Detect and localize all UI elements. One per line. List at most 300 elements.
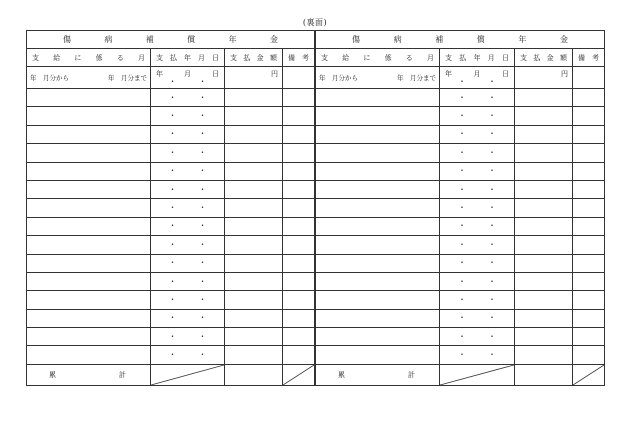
note-cell[interactable] [283, 291, 315, 309]
amount-cell[interactable] [515, 309, 573, 327]
title-char: 補 [435, 35, 444, 44]
payment-date-cell[interactable] [440, 107, 515, 125]
period-cell[interactable] [27, 309, 151, 327]
date-dot: ・ [488, 129, 496, 139]
date-dot: ・ [488, 147, 496, 157]
date-label: 日 [502, 70, 509, 78]
date-dot: ・ [458, 129, 466, 139]
header-note [283, 49, 315, 67]
amount-cell[interactable] [515, 236, 573, 254]
note-cell[interactable] [573, 328, 605, 346]
header-amount [225, 49, 283, 67]
period-cell[interactable] [27, 199, 151, 217]
period-cell[interactable] [27, 217, 151, 235]
amount-cell[interactable] [225, 346, 283, 364]
header-date-text [151, 53, 224, 63]
period-cell[interactable] [27, 107, 151, 125]
header-month-text-char: 係 [384, 53, 392, 62]
date-dot: ・ [488, 77, 496, 86]
payment-date-cell[interactable] [151, 254, 225, 272]
payment-date-cell[interactable] [151, 328, 225, 346]
period-cell[interactable] [316, 67, 440, 89]
date-dot: ・ [198, 92, 207, 102]
payment-date-cell[interactable] [440, 180, 515, 198]
period-cell[interactable] [27, 254, 151, 272]
date-dot: ・ [488, 239, 496, 249]
note-cell[interactable] [283, 67, 315, 89]
header-month-text-char: に [74, 53, 82, 62]
note-cell[interactable] [283, 125, 315, 143]
date-dot: ・ [168, 147, 177, 157]
table-row [27, 346, 315, 364]
note-cell[interactable] [283, 199, 315, 217]
date-dot: ・ [198, 184, 207, 194]
amount-cell[interactable] [515, 67, 573, 89]
header-note-text [573, 53, 604, 63]
payment-date-cell[interactable] [440, 291, 515, 309]
date-dot: ・ [488, 166, 496, 176]
date-dot: ・ [458, 203, 466, 213]
note-cell[interactable] [573, 309, 605, 327]
amount-cell[interactable] [515, 346, 573, 364]
date-dot: ・ [168, 221, 177, 231]
date-dot: ・ [488, 184, 496, 194]
table-row [27, 67, 315, 89]
payment-date-cell[interactable] [151, 346, 225, 364]
table-row [316, 144, 605, 162]
period-cell[interactable] [27, 162, 151, 180]
amount-cell[interactable] [225, 67, 283, 89]
payment-date-cell[interactable] [151, 162, 225, 180]
date-dot: ・ [488, 111, 496, 121]
date-dot: ・ [168, 350, 177, 360]
header-month-text-char: 支 [32, 53, 39, 62]
header-date [440, 49, 515, 67]
period-to: 年 月分まで [397, 74, 436, 82]
table-row [316, 291, 605, 309]
date-dot: ・ [458, 166, 466, 176]
date-dot: ・ [458, 147, 466, 157]
amount-cell[interactable] [515, 328, 573, 346]
payment-date-cell[interactable] [151, 291, 225, 309]
title-char: 償 [476, 35, 485, 44]
amount-cell[interactable] [225, 125, 283, 143]
table-row [27, 309, 315, 327]
header-month-text [27, 53, 150, 63]
table-row [27, 125, 315, 143]
total-label-cell [27, 364, 151, 385]
table-row [316, 346, 605, 364]
note-cell[interactable] [573, 346, 605, 364]
note-cell[interactable] [573, 162, 605, 180]
note-cell[interactable] [283, 328, 315, 346]
title-char: 償 [187, 35, 196, 44]
table-row [316, 107, 605, 125]
header-date-text-char: 日 [212, 53, 219, 62]
page-caption: (裏面) [302, 18, 328, 27]
amount-cell[interactable] [515, 254, 573, 272]
period-cell[interactable] [27, 125, 151, 143]
header-date-text-char: 日 [502, 53, 509, 62]
table-row [316, 125, 605, 143]
header-amount [515, 49, 573, 67]
title-char: 補 [145, 35, 154, 44]
period-cell[interactable] [316, 254, 440, 272]
date-label: 年 [445, 70, 452, 78]
header-date [151, 49, 225, 67]
title-char: 傷 [352, 35, 360, 44]
period-from: 年 月分から [30, 74, 69, 82]
payment-date-cell[interactable] [440, 162, 515, 180]
period-cell[interactable] [27, 67, 151, 89]
payment-date-cell[interactable] [440, 254, 515, 272]
table-row [316, 254, 605, 272]
period-cell[interactable] [27, 144, 151, 162]
amount-cell[interactable] [225, 162, 283, 180]
note-cell[interactable] [573, 217, 605, 235]
header-note-text-char: 備 [578, 53, 585, 62]
amount-cell[interactable] [225, 309, 283, 327]
header-month [27, 49, 151, 67]
note-cell[interactable] [573, 107, 605, 125]
amount-cell[interactable] [225, 89, 283, 107]
amount-cell[interactable] [225, 291, 283, 309]
date-dot: ・ [488, 221, 496, 231]
table-row [316, 162, 605, 180]
payment-date-cell[interactable] [440, 217, 515, 235]
panel-right [315, 30, 604, 403]
header-month-text-char: 月 [426, 53, 434, 62]
table-row [316, 309, 605, 327]
payment-date-cell[interactable] [440, 89, 515, 107]
period-cell[interactable] [316, 346, 440, 364]
date-dot: ・ [458, 294, 466, 304]
title-char: 病 [104, 35, 113, 44]
date-dot: ・ [458, 313, 466, 323]
date-dot: ・ [458, 92, 466, 102]
table-row [27, 162, 315, 180]
date-dot: ・ [198, 294, 207, 304]
date-dot: ・ [458, 276, 466, 286]
header-date-text [440, 53, 514, 63]
title-char: 金 [559, 35, 568, 44]
total-label-char: 累 [338, 370, 345, 379]
total-label-char: 累 [49, 370, 56, 379]
header-amount-text [225, 53, 282, 63]
date-dot: ・ [198, 77, 207, 86]
period-cell[interactable] [316, 236, 440, 254]
period-cell[interactable] [316, 125, 440, 143]
amount-cell[interactable] [515, 199, 573, 217]
amount-cell[interactable] [515, 89, 573, 107]
date-dot: ・ [488, 350, 496, 360]
period-cell[interactable] [316, 89, 440, 107]
table-title [316, 31, 605, 49]
total-note-diagonal [283, 364, 315, 385]
period-cell[interactable] [316, 199, 440, 217]
period-cell[interactable] [316, 328, 440, 346]
amount-cell[interactable] [225, 107, 283, 125]
header-note-text-char: 備 [288, 53, 295, 62]
date-dot: ・ [488, 331, 496, 341]
payment-date-cell[interactable] [151, 236, 225, 254]
header-amount-text-char: 額 [559, 53, 567, 62]
period-cell[interactable] [27, 328, 151, 346]
payment-date-cell[interactable] [440, 144, 515, 162]
amount-cell[interactable] [515, 107, 573, 125]
date-dot: ・ [168, 129, 177, 139]
header-month-text-char: 月 [137, 53, 145, 62]
date-dot: ・ [168, 313, 177, 323]
yen-unit: 円 [271, 70, 278, 78]
date-label: 月 [184, 70, 191, 78]
note-cell[interactable] [573, 67, 605, 89]
amount-cell[interactable] [515, 144, 573, 162]
total-date-diagonal [151, 364, 225, 385]
payment-date-cell[interactable] [440, 67, 515, 89]
header-month [316, 49, 440, 67]
note-cell[interactable] [573, 180, 605, 198]
table-row [27, 89, 315, 107]
header-amount-text-char: 額 [269, 53, 277, 62]
header-date-text-char: 払 [459, 53, 467, 62]
payment-date-cell[interactable] [151, 107, 225, 125]
period-cell[interactable] [316, 162, 440, 180]
date-dot: ・ [168, 184, 177, 194]
header-note-text-char: 考 [592, 53, 599, 62]
amount-cell[interactable] [225, 144, 283, 162]
date-dot: ・ [168, 111, 177, 121]
date-dot: ・ [458, 77, 466, 86]
total-row [316, 364, 605, 385]
amount-cell[interactable] [225, 199, 283, 217]
period-cell[interactable] [316, 217, 440, 235]
payment-date-cell[interactable] [151, 180, 225, 198]
note-cell[interactable] [283, 236, 315, 254]
amount-cell[interactable] [515, 217, 573, 235]
period-cell[interactable] [316, 107, 440, 125]
amount-cell[interactable] [515, 291, 573, 309]
table-row [27, 180, 315, 198]
period-cell[interactable] [316, 144, 440, 162]
period-cell[interactable] [27, 180, 151, 198]
yen-unit: 円 [561, 70, 568, 78]
table-row [316, 180, 605, 198]
date-dot: ・ [458, 184, 466, 194]
header-date-text-char: 月 [487, 53, 495, 62]
payment-date-cell[interactable] [440, 309, 515, 327]
title-char: 金 [269, 35, 278, 44]
payment-date-cell[interactable] [440, 125, 515, 143]
date-label: 日 [212, 70, 219, 78]
table-row [316, 89, 605, 107]
payment-date-cell[interactable] [151, 272, 225, 290]
payment-date-cell[interactable] [440, 328, 515, 346]
header-amount-text-char: 支 [520, 53, 527, 62]
amount-cell[interactable] [515, 180, 573, 198]
header-date-text-char: 年 [184, 53, 191, 62]
amount-cell[interactable] [515, 272, 573, 290]
date-dot: ・ [198, 350, 207, 360]
amount-cell[interactable] [515, 125, 573, 143]
payment-date-cell[interactable] [151, 67, 225, 89]
header-amount-text-char: 金 [256, 53, 264, 62]
period-cell[interactable] [27, 291, 151, 309]
header-amount-text-char: 支 [230, 53, 237, 62]
table-row [316, 217, 605, 235]
date-dot: ・ [488, 313, 496, 323]
date-dot: ・ [168, 166, 177, 176]
header-date-text-char: 月 [198, 53, 205, 62]
table-row [27, 254, 315, 272]
table-row [316, 328, 605, 346]
payment-date-cell[interactable] [440, 199, 515, 217]
date-dot: ・ [168, 92, 177, 102]
date-dot: ・ [198, 129, 207, 139]
period-cell[interactable] [27, 89, 151, 107]
note-cell[interactable] [283, 346, 315, 364]
note-cell[interactable] [283, 107, 315, 125]
date-dot: ・ [168, 203, 177, 213]
payment-date-cell[interactable] [151, 125, 225, 143]
date-dot: ・ [488, 258, 496, 268]
date-dot: ・ [198, 258, 207, 268]
amount-cell[interactable] [225, 254, 283, 272]
note-cell[interactable] [283, 144, 315, 162]
table-title [27, 31, 315, 49]
pension-table [26, 30, 315, 386]
header-month-text-char: 支 [321, 53, 328, 62]
header-note-text-char: 考 [302, 53, 309, 62]
total-amount-cell[interactable] [515, 364, 573, 385]
note-cell[interactable] [573, 125, 605, 143]
note-cell[interactable] [283, 89, 315, 107]
panel-left [26, 30, 314, 403]
total-date-diagonal [440, 364, 515, 385]
header-date-text-char: 年 [473, 53, 481, 62]
date-dot: ・ [168, 276, 177, 286]
table-row [27, 107, 315, 125]
payment-date-cell[interactable] [440, 272, 515, 290]
table-row [316, 272, 605, 290]
period-cell[interactable] [316, 180, 440, 198]
period-cell[interactable] [316, 291, 440, 309]
table-row [27, 328, 315, 346]
payment-date-cell[interactable] [151, 309, 225, 327]
period-cell[interactable] [27, 236, 151, 254]
header-month-text-char: る [116, 53, 124, 62]
date-dot: ・ [168, 258, 177, 268]
period-cell[interactable] [316, 309, 440, 327]
note-cell[interactable] [283, 162, 315, 180]
payment-date-cell[interactable] [151, 89, 225, 107]
header-amount-text [515, 53, 572, 63]
note-cell[interactable] [573, 89, 605, 107]
date-dot: ・ [168, 294, 177, 304]
note-cell[interactable] [573, 254, 605, 272]
total-note-diagonal [573, 364, 605, 385]
note-cell[interactable] [283, 180, 315, 198]
total-label-char: 計 [119, 370, 126, 379]
amount-cell[interactable] [225, 236, 283, 254]
amount-cell[interactable] [225, 328, 283, 346]
payment-date-cell[interactable] [151, 144, 225, 162]
note-cell[interactable] [573, 199, 605, 217]
period-from: 年 月分から [319, 74, 358, 82]
header-month-text-char: 給 [53, 53, 61, 62]
date-dot: ・ [458, 111, 466, 121]
date-dot: ・ [198, 239, 207, 249]
header-date-text-char: 支 [156, 53, 163, 62]
payment-date-cell[interactable] [151, 199, 225, 217]
date-dot: ・ [458, 258, 466, 268]
date-dot: ・ [198, 147, 207, 157]
header-amount-text-char: 払 [243, 53, 251, 62]
date-dot: ・ [458, 221, 466, 231]
title-char: 病 [393, 35, 402, 44]
date-dot: ・ [458, 239, 466, 249]
payment-date-cell[interactable] [151, 217, 225, 235]
note-cell[interactable] [573, 272, 605, 290]
title-char: 年 [518, 35, 527, 44]
date-dot: ・ [198, 203, 207, 213]
period-to: 年 月分まで [108, 74, 147, 82]
period-cell[interactable] [316, 272, 440, 290]
header-amount-text-char: 払 [533, 53, 541, 62]
table-row [27, 217, 315, 235]
total-amount-cell[interactable] [225, 364, 283, 385]
note-cell[interactable] [283, 217, 315, 235]
date-dot: ・ [198, 331, 207, 341]
date-dot: ・ [168, 331, 177, 341]
header-month-text-char: 給 [342, 53, 350, 62]
amount-cell[interactable] [225, 217, 283, 235]
amount-cell[interactable] [225, 180, 283, 198]
header-month-text-char: る [405, 53, 413, 62]
note-cell[interactable] [573, 291, 605, 309]
header-amount-text-char: 金 [546, 53, 554, 62]
date-dot: ・ [198, 313, 207, 323]
table-row [27, 272, 315, 290]
table-row [27, 199, 315, 217]
header-date-text-char: 支 [445, 53, 452, 62]
date-dot: ・ [198, 221, 207, 231]
date-dot: ・ [198, 166, 207, 176]
form-sheet [26, 30, 604, 403]
date-label: 年 [156, 70, 163, 78]
note-cell[interactable] [573, 144, 605, 162]
amount-cell[interactable] [225, 272, 283, 290]
note-cell[interactable] [283, 272, 315, 290]
payment-date-cell[interactable] [440, 346, 515, 364]
note-cell[interactable] [283, 309, 315, 327]
table-row [27, 236, 315, 254]
total-row [27, 364, 315, 385]
date-dot: ・ [488, 276, 496, 286]
period-cell[interactable] [27, 272, 151, 290]
date-dot: ・ [198, 111, 207, 121]
note-cell[interactable] [283, 254, 315, 272]
table-row [316, 67, 605, 89]
note-cell[interactable] [573, 236, 605, 254]
table-row [27, 291, 315, 309]
period-cell[interactable] [27, 346, 151, 364]
amount-cell[interactable] [515, 162, 573, 180]
date-dot: ・ [198, 276, 207, 286]
payment-date-cell[interactable] [440, 236, 515, 254]
header-month-text-char: に [363, 53, 371, 62]
title-char: 年 [228, 35, 237, 44]
